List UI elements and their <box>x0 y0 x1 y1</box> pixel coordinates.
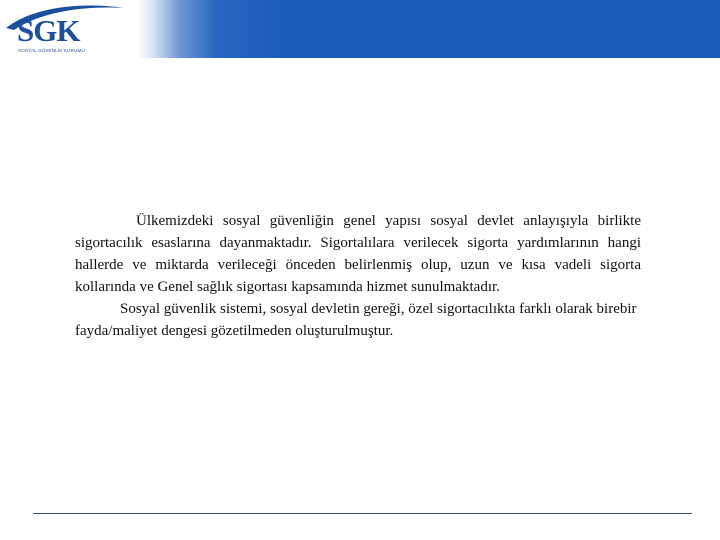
body-text <box>75 210 641 342</box>
sgk-logo <box>4 2 134 58</box>
logo-text: SGK <box>17 13 80 48</box>
paragraph-2: Sosyal güvenlik sistemi, sosyal devletin gereği, özel sigortacılıkta farklı olarak birebir fayda/maliyet dengesi gözetilmeden oluşturulmuştur. <box>75 301 637 339</box>
paragraph-1: Ülkemizdeki sosyal güvenliğin genel yapısı sosyal devlet anlayışıyla birlikte sigortacılık esaslarına dayanmaktadır. Sigortalılara verilecek sigorta yardımlarının hangi hallerde ve miktarda verileceği önceden belirlenmiş olup, uzun ve kısa vadeli sigorta kollarında ve Genel sağlık sigortası kapsamında hizmet sunulmaktadır. <box>75 213 641 295</box>
logo-subtitle: SOSYAL GÜVENLİK KURUMU <box>18 48 85 53</box>
footer-divider <box>33 513 692 514</box>
